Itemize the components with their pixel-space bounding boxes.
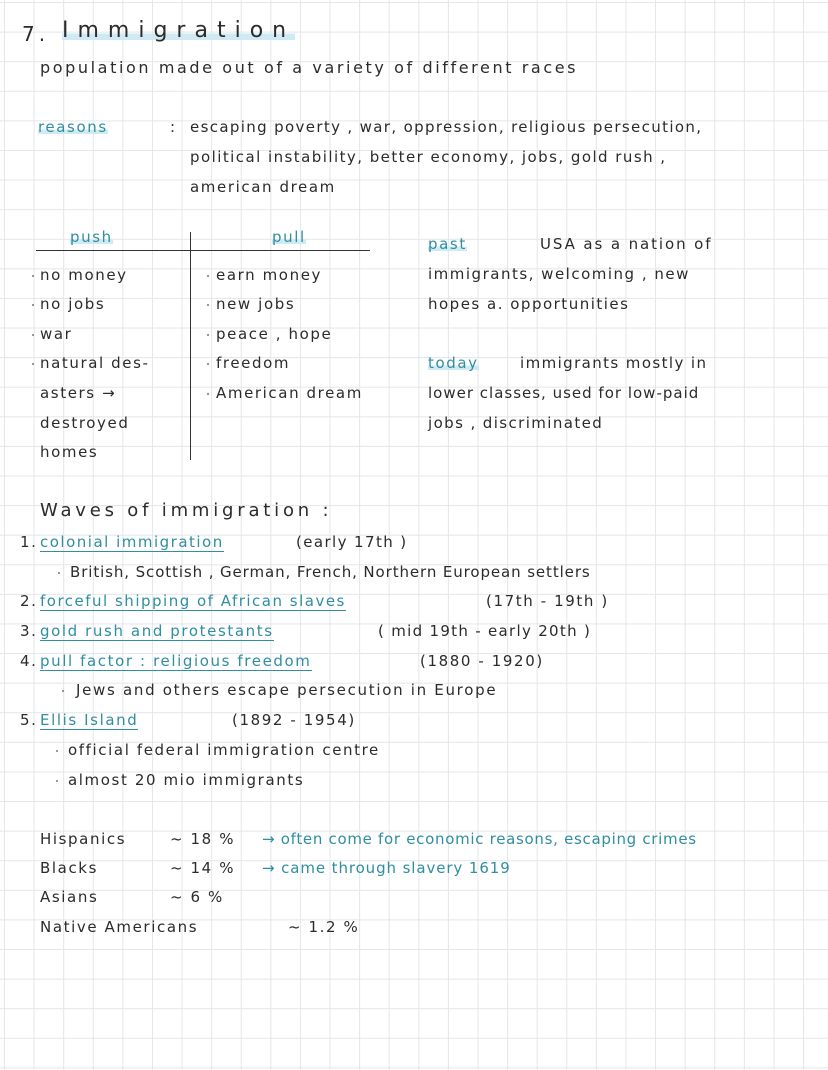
today-label: today bbox=[428, 354, 479, 372]
bullet-dot bbox=[56, 780, 58, 782]
demographic-value: ~ 18 % bbox=[170, 830, 236, 848]
section-number: 7. bbox=[22, 22, 50, 46]
table-divider-line bbox=[190, 232, 191, 460]
push-item: war bbox=[40, 325, 73, 343]
wave-number: 1. bbox=[20, 533, 38, 551]
demographic-note: → came through slavery 1619 bbox=[262, 859, 511, 877]
wave-detail: Jews and others escape persecution in Europe bbox=[76, 681, 498, 699]
demographic-note: → often come for economic reasons, escaping crimes bbox=[262, 830, 697, 848]
wave-number: 4. bbox=[20, 652, 38, 670]
wave-number: 2. bbox=[20, 592, 38, 610]
wave-number: 3. bbox=[20, 622, 38, 640]
demographic-group: Blacks bbox=[40, 859, 98, 877]
demographic-value: ~ 6 % bbox=[170, 888, 224, 906]
push-item: destroyed bbox=[40, 414, 130, 432]
past-line-3: hopes a. opportunities bbox=[428, 295, 630, 313]
wave-title: gold rush and protestants bbox=[40, 622, 274, 640]
page-title: Immigration bbox=[62, 18, 296, 43]
past-line-2: immigrants, welcoming , new bbox=[428, 265, 690, 283]
today-line-1: immigrants mostly in bbox=[520, 354, 708, 372]
wave-detail: British, Scottish , German, French, Northern European settlers bbox=[70, 563, 591, 581]
subtitle: population made out of a variety of different races bbox=[40, 58, 579, 77]
pull-item: peace , hope bbox=[216, 325, 333, 343]
wave-title: pull factor : religious freedom bbox=[40, 652, 312, 670]
wave-number: 5. bbox=[20, 711, 38, 729]
wave-detail: official federal immigration centre bbox=[68, 741, 380, 759]
bullet-dot bbox=[207, 275, 209, 277]
bullet-dot bbox=[32, 334, 34, 336]
pull-header: pull bbox=[272, 228, 306, 246]
bullet-dot bbox=[207, 393, 209, 395]
reasons-label: reasons bbox=[38, 118, 108, 136]
waves-heading: Waves of immigration : bbox=[40, 500, 333, 521]
bullet-dot bbox=[207, 363, 209, 365]
push-item: homes bbox=[40, 443, 99, 461]
push-item: no jobs bbox=[40, 295, 106, 313]
pull-item: freedom bbox=[216, 354, 291, 372]
push-item: asters → bbox=[40, 384, 117, 402]
wave-period: (early 17th ) bbox=[296, 533, 408, 551]
bullet-dot bbox=[207, 304, 209, 306]
push-header: push bbox=[70, 228, 113, 246]
wave-title: forceful shipping of African slaves bbox=[40, 592, 346, 610]
bullet-dot bbox=[32, 363, 34, 365]
table-header-line bbox=[36, 250, 370, 251]
demographic-group: Native Americans bbox=[40, 918, 199, 936]
bullet-dot bbox=[56, 750, 58, 752]
wave-period: (1892 - 1954) bbox=[232, 711, 356, 729]
wave-period: (1880 - 1920) bbox=[420, 652, 544, 670]
today-line-2: lower classes, used for low-paid bbox=[428, 384, 700, 402]
pull-item: new jobs bbox=[216, 295, 296, 313]
past-label: past bbox=[428, 235, 467, 253]
wave-title: colonial immigration bbox=[40, 533, 224, 551]
bullet-dot bbox=[207, 334, 209, 336]
bullet-dot bbox=[32, 304, 34, 306]
demographic-value: ~ 1.2 % bbox=[288, 918, 360, 936]
pull-item: earn money bbox=[216, 266, 322, 284]
bullet-dot bbox=[58, 572, 60, 574]
past-line-1: USA as a nation of bbox=[540, 235, 713, 253]
wave-detail: almost 20 mio immigrants bbox=[68, 771, 305, 789]
wave-period: (17th - 19th ) bbox=[486, 592, 609, 610]
wave-title: Ellis Island bbox=[40, 711, 139, 729]
reasons-line-3: american dream bbox=[190, 178, 336, 196]
demographic-value: ~ 14 % bbox=[170, 859, 236, 877]
demographic-group: Hispanics bbox=[40, 830, 127, 848]
demographic-group: Asians bbox=[40, 888, 99, 906]
bullet-dot bbox=[32, 275, 34, 277]
reasons-colon: : bbox=[170, 118, 177, 136]
push-item: no money bbox=[40, 266, 128, 284]
bullet-dot bbox=[62, 690, 64, 692]
wave-period: ( mid 19th - early 20th ) bbox=[378, 622, 592, 640]
push-item: natural des- bbox=[40, 354, 150, 372]
today-line-3: jobs , discriminated bbox=[428, 414, 604, 432]
pull-item: American dream bbox=[216, 384, 363, 402]
reasons-line-2: political instability, better economy, jobs, gold rush , bbox=[190, 148, 667, 166]
reasons-line-1: escaping poverty , war, oppression, religious persecution, bbox=[190, 118, 703, 136]
